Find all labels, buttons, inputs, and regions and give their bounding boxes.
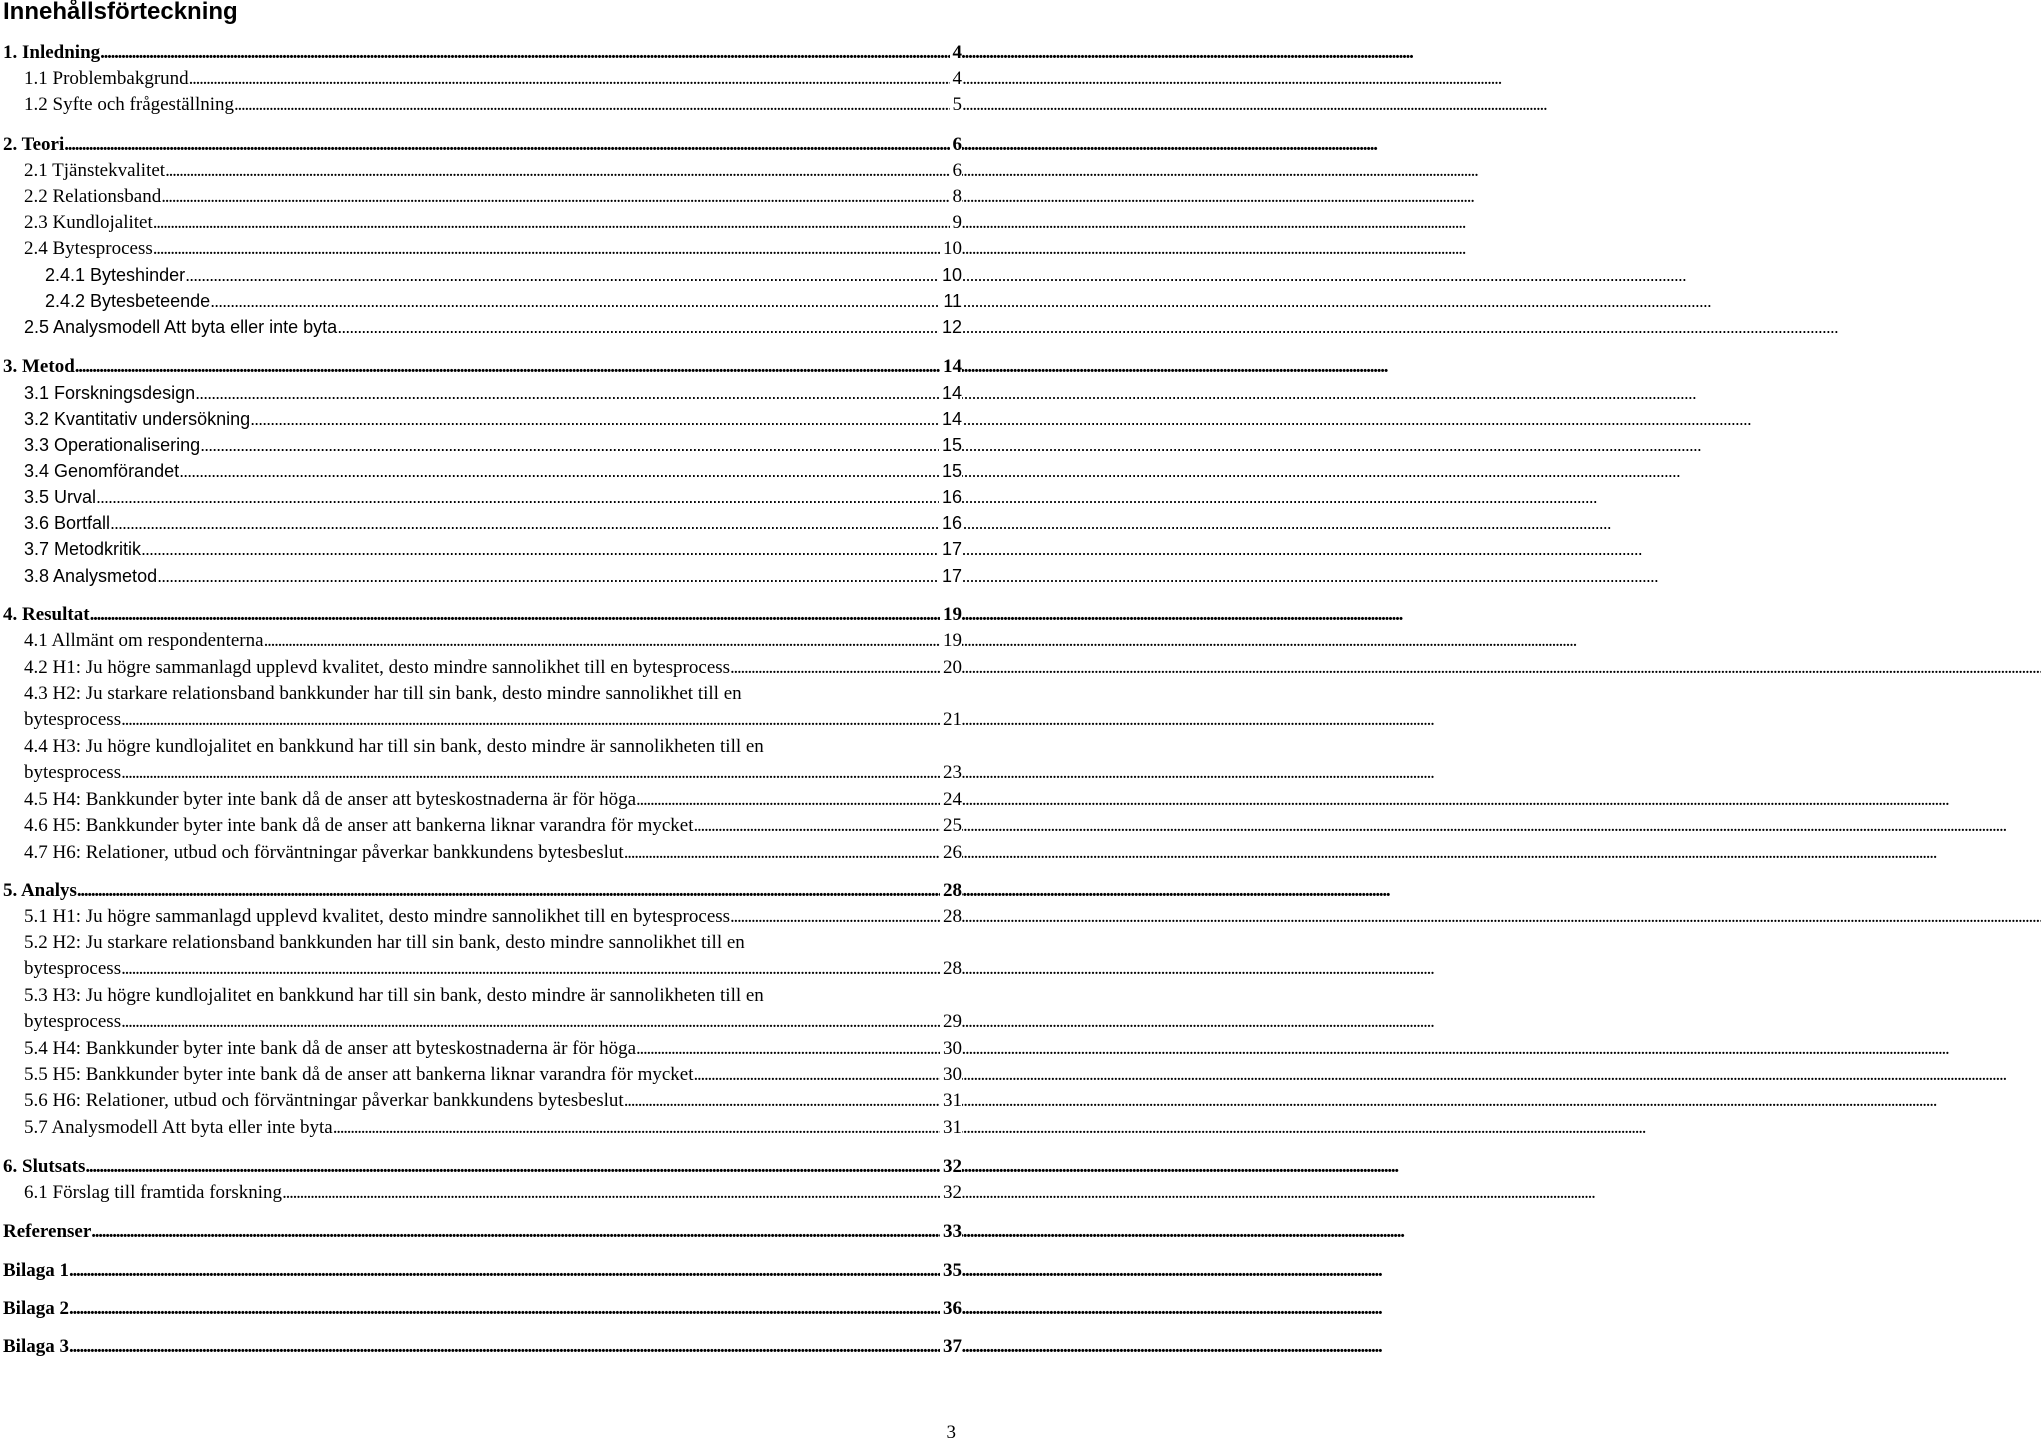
toc-entry-text: 5.6 H6: Relationer, utbud och förväntningar påverkar bankkundens bytesbeslut <box>24 1090 624 1111</box>
dot-leader <box>121 760 940 786</box>
dot-leader <box>337 314 939 340</box>
toc-entry-text: 2. Teori <box>3 134 65 155</box>
toc-entry-text: Referenser <box>3 1221 92 1242</box>
toc-entry[interactable] <box>0 1180 962 1206</box>
dot-leader <box>91 1219 940 1245</box>
dot-leader <box>141 536 939 562</box>
dot-leader <box>189 66 950 92</box>
dot-leader <box>624 840 940 866</box>
dot-leader <box>185 262 939 288</box>
toc-entry-text: 2.4 Bytesprocess <box>24 238 153 259</box>
page-number: 3 <box>946 1422 956 1443</box>
toc-entry-text: 2.4.1 Byteshinder <box>45 265 186 285</box>
toc-entry[interactable] <box>0 1219 962 1245</box>
dot-leader <box>624 1088 940 1114</box>
toc-entry-text: 4.7 H6: Relationer, utbud och förväntningar påverkar bankkundens bytesbeslut <box>24 842 624 863</box>
toc-entry[interactable] <box>0 484 962 510</box>
dot-leader <box>69 1296 940 1322</box>
toc-entry-page: 29 <box>940 1009 962 1035</box>
toc-entry-text: 6. Slutsats <box>3 1156 86 1177</box>
toc-entry[interactable] <box>0 510 962 536</box>
toc-entry-page: 28 <box>940 878 962 904</box>
toc-entry-page: 17 <box>939 563 962 589</box>
toc-entry-text: 4.1 Allmänt om respondenterna <box>24 630 264 651</box>
toc-entry-text: 3.6 Bortfall <box>24 513 111 533</box>
toc-entry[interactable] <box>0 1258 962 1284</box>
toc-entry-page: 36 <box>940 1296 962 1322</box>
dot-leader <box>730 904 940 930</box>
toc-entry-text: 4. Resultat <box>3 604 90 625</box>
toc-entry-text: 2.4.2 Bytesbeteende <box>45 291 211 311</box>
toc-entry-text: 4.2 H1: Ju högre sammanlagd upplevd kvalitet, desto mindre sannolikhet till en bytesprocess <box>24 657 731 678</box>
toc-entry-text: 2.5 Analysmodell Att byta eller inte byta <box>24 317 338 337</box>
toc-entry[interactable] <box>0 563 962 589</box>
toc-entry-page: 4 <box>950 40 963 66</box>
toc-entry-page: 15 <box>939 458 962 484</box>
toc-entry-text-continued: bytesprocess <box>24 1011 122 1032</box>
toc-entry[interactable] <box>0 813 962 839</box>
toc-entry[interactable] <box>0 262 962 288</box>
toc-entry-page: 10 <box>940 236 962 262</box>
toc-entry[interactable] <box>0 1036 962 1062</box>
toc-entry[interactable] <box>0 628 962 654</box>
toc-entry-page: 10 <box>939 262 962 288</box>
toc-entry-text-continued: bytesprocess <box>24 958 122 979</box>
toc-entry-page: 32 <box>940 1180 962 1206</box>
toc-entry-page: 15 <box>939 432 962 458</box>
toc-entry[interactable] <box>0 1154 962 1180</box>
toc-entry-page: 14 <box>940 354 962 380</box>
toc-entry[interactable] <box>0 734 962 788</box>
toc-entry-text: 1.1 Problembakgrund <box>24 68 189 89</box>
dot-leader <box>730 655 940 681</box>
toc-entry[interactable] <box>0 1296 962 1322</box>
toc-entry-text: 4.4 H3: Ju högre kundlojalitet en bankkund har till sin bank, desto mindre är sannolikheten till en <box>24 736 764 757</box>
toc-entry-text: 2.2 Relationsband <box>24 186 162 207</box>
toc-entry[interactable] <box>0 236 962 262</box>
dot-leader <box>121 707 940 733</box>
toc-entry-text: 2.1 Tjänstekvalitet <box>24 160 166 181</box>
toc-entry-text: 3.4 Genomförandet <box>24 461 180 481</box>
dot-leader <box>210 288 940 314</box>
toc-entry-page: 16 <box>939 510 962 536</box>
dot-leader <box>153 210 950 236</box>
toc-entry-page: 23 <box>940 760 962 786</box>
toc-entry[interactable] <box>0 655 962 681</box>
toc-entry-page: 19 <box>940 602 962 628</box>
dot-leader <box>69 1258 940 1284</box>
document-page <box>0 0 960 1450</box>
toc-entry[interactable] <box>0 184 962 210</box>
toc-entry[interactable] <box>0 983 962 1037</box>
toc-entry[interactable] <box>0 602 962 628</box>
toc-entry-page: 28 <box>940 904 962 930</box>
toc-entry[interactable] <box>0 158 962 184</box>
toc-entry[interactable] <box>0 314 962 340</box>
toc-entry[interactable] <box>0 458 962 484</box>
dot-leader <box>200 432 939 458</box>
dot-leader <box>636 1036 940 1062</box>
dot-leader <box>694 813 941 839</box>
dot-leader <box>110 510 939 536</box>
dot-leader <box>157 563 939 589</box>
dot-leader <box>161 184 949 210</box>
dot-leader <box>153 236 940 262</box>
toc-entry-text: 5.3 H3: Ju högre kundlojalitet en bankkund har till sin bank, desto mindre är sannolikheten till en <box>24 985 764 1006</box>
toc-entry-page: 5 <box>950 92 963 118</box>
toc-entry-page: 8 <box>950 184 963 210</box>
toc-entry-text: 5.1 H1: Ju högre sammanlagd upplevd kvalitet, desto mindre sannolikhet till en bytesprocess <box>24 906 731 927</box>
toc-entry-text: 3.7 Metodkritik <box>24 539 142 559</box>
toc-title: Innehållsförteckning <box>3 0 238 25</box>
toc-entry-text: 3.2 Kvantitativ undersökning <box>24 409 251 429</box>
toc-entry-text: 3.3 Operationalisering <box>24 435 201 455</box>
dot-leader <box>636 787 940 813</box>
toc-entry[interactable] <box>0 92 962 118</box>
toc-entry-text: 5.4 H4: Bankkunder byter inte bank då de anser att byteskostnaderna är för höga <box>24 1038 637 1059</box>
toc-entry[interactable] <box>0 40 962 66</box>
toc-entry-page: 31 <box>940 1115 962 1141</box>
toc-entry-text: 2.3 Kundlojalitet <box>24 212 153 233</box>
toc-entry-page: 11 <box>940 288 962 314</box>
toc-entry[interactable] <box>0 432 962 458</box>
toc-entry-page: 24 <box>940 787 962 813</box>
toc-entry[interactable] <box>0 840 962 866</box>
toc-entry-page: 20 <box>940 655 962 681</box>
toc-entry-text: Bilaga 3 <box>3 1336 69 1357</box>
toc-entry-text: Bilaga 1 <box>3 1260 69 1281</box>
toc-entry[interactable] <box>0 210 962 236</box>
toc-entry-text-continued: bytesprocess <box>24 709 122 730</box>
toc-entry[interactable] <box>0 1088 962 1114</box>
toc-entry-page: 9 <box>950 210 963 236</box>
toc-entry-text: 4.6 H5: Bankkunder byter inte bank då de anser att bankerna liknar varandra för mycket <box>24 815 694 836</box>
toc-entry-page: 32 <box>940 1154 962 1180</box>
toc-entry-page: 6 <box>950 158 963 184</box>
dot-leader <box>179 458 939 484</box>
toc-entry[interactable] <box>0 354 962 380</box>
toc-entry-text: 4.5 H4: Bankkunder byter inte bank då de anser att byteskostnaderna är för höga <box>24 789 637 810</box>
dot-leader <box>77 878 940 904</box>
toc-entry-text: 3.1 Forskningsdesign <box>24 383 196 403</box>
dot-leader <box>85 1154 940 1180</box>
toc-entry-page: 35 <box>940 1258 962 1284</box>
toc-entry[interactable] <box>0 536 962 562</box>
toc-entry-page: 4 <box>950 66 963 92</box>
toc-entry-page: 14 <box>939 406 962 432</box>
dot-leader <box>282 1180 940 1206</box>
dot-leader <box>333 1115 940 1141</box>
toc-entry-text: 6.1 Förslag till framtida forskning <box>24 1182 283 1203</box>
toc-entry-text: 3.8 Analysmetod <box>24 566 158 586</box>
dot-leader <box>250 406 939 432</box>
dot-leader <box>75 354 940 380</box>
toc-entry-page: 28 <box>940 956 962 982</box>
dot-leader <box>234 92 949 118</box>
toc-entry-text: 5. Analys <box>3 880 77 901</box>
toc-entry-page: 6 <box>950 132 963 158</box>
toc-entry-page: 12 <box>939 314 962 340</box>
toc-entry[interactable] <box>0 878 962 904</box>
toc-entry-page: 16 <box>939 484 962 510</box>
toc-entry-text: 5.5 H5: Bankkunder byter inte bank då de anser att bankerna liknar varandra för mycket <box>24 1064 694 1085</box>
toc-entry-text: 3.5 Urval <box>24 487 97 507</box>
toc-entry[interactable] <box>0 132 962 158</box>
toc-entry-text: 5.2 H2: Ju starkare relationsband bankkunden har till sin bank, desto mindre sannolikhet till en <box>24 932 745 953</box>
toc-entry-page: 19 <box>940 628 962 654</box>
toc-entry-text: Bilaga 2 <box>3 1298 69 1319</box>
toc-entry-page: 17 <box>939 536 962 562</box>
dot-leader <box>96 484 939 510</box>
toc-entry-page: 14 <box>939 380 962 406</box>
toc-entry[interactable] <box>0 380 962 406</box>
toc-entry[interactable] <box>0 1115 962 1141</box>
toc-entry[interactable] <box>0 1334 962 1360</box>
dot-leader <box>264 628 940 654</box>
toc-entry-text: 1. Inledning <box>3 42 101 63</box>
dot-leader <box>100 40 949 66</box>
toc-entry[interactable] <box>0 288 962 314</box>
toc-entry-text: 3. Metod <box>3 356 75 377</box>
toc-entry[interactable] <box>0 930 962 984</box>
toc-entry[interactable] <box>0 406 962 432</box>
dot-leader <box>69 1334 940 1360</box>
toc-entry-page: 30 <box>940 1036 962 1062</box>
toc-entry-text: 5.7 Analysmodell Att byta eller inte byta <box>24 1117 333 1138</box>
toc-entry-page: 30 <box>940 1062 962 1088</box>
toc-entry-page: 33 <box>940 1219 962 1245</box>
toc-entry[interactable] <box>0 787 962 813</box>
toc-entry-text: 4.3 H2: Ju starkare relationsband bankkunder har till sin bank, desto mindre sannolikhet till en <box>24 683 742 704</box>
toc-entry-page: 31 <box>940 1088 962 1114</box>
toc-entry[interactable] <box>0 904 962 930</box>
toc-entry[interactable] <box>0 681 962 735</box>
toc-entry-page: 21 <box>940 707 962 733</box>
dot-leader <box>90 602 940 628</box>
dot-leader <box>64 132 949 158</box>
dot-leader <box>121 1009 940 1035</box>
dot-leader <box>694 1062 941 1088</box>
toc-entry-text: 1.2 Syfte och frågeställning <box>24 94 235 115</box>
dot-leader <box>121 956 940 982</box>
dot-leader <box>195 380 939 406</box>
dot-leader <box>165 158 949 184</box>
toc-entry[interactable] <box>0 66 962 92</box>
toc-entry-page: 25 <box>940 813 962 839</box>
toc-entry-text-continued: bytesprocess <box>24 762 122 783</box>
toc-entry[interactable] <box>0 1062 962 1088</box>
toc-entry-page: 26 <box>940 840 962 866</box>
toc-entry-page: 37 <box>940 1334 962 1360</box>
